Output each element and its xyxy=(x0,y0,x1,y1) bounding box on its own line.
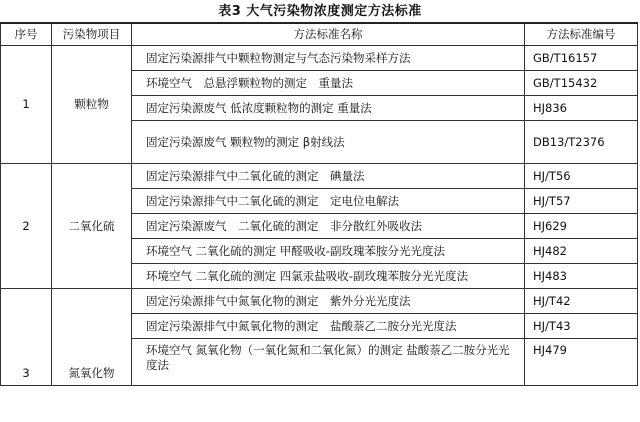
header-row xyxy=(1,23,638,46)
method-name: 环境空气 二氧化硫的测定 甲醛吸收-副玫瑰苯胺分光光度法 xyxy=(132,239,525,264)
method-code: HJ836 xyxy=(525,96,638,121)
table-row xyxy=(1,289,638,314)
method-code: HJ/T42 xyxy=(525,289,638,314)
method-code: HJ629 xyxy=(525,214,638,239)
group-number: 1 xyxy=(1,46,52,164)
method-name: 固定污染源排气中氮氧化物的测定 紫外分光光度法 xyxy=(132,289,525,314)
method-name: 固定污染源排气中颗粒物测定与气态污染物采样方法 xyxy=(132,46,525,71)
method-code: DB13/T2376 xyxy=(525,121,638,164)
pollutant-name: 氮氧化物 xyxy=(52,289,132,386)
pollutant-name: 颗粒物 xyxy=(52,46,132,164)
method-name: 固定污染源排气中氮氧化物的测定 盐酸萘乙二胺分光光度法 xyxy=(132,314,525,339)
method-code: HJ482 xyxy=(525,239,638,264)
method-name: 固定污染源排气中二氧化硫的测定 定电位电解法 xyxy=(132,189,525,214)
method-code: HJ/T43 xyxy=(525,314,638,339)
header-no: 序号 xyxy=(1,23,52,46)
table-title: 表3 大气污染物浓度测定方法标准 xyxy=(218,4,422,19)
method-code: HJ/T56 xyxy=(525,164,638,189)
method-name: 环境空气 氮氧化物（一氧化氮和二氧化氮）的测定 盐酸萘乙二胺分光光度法 xyxy=(132,339,525,386)
method-name: 固定污染源排气中二氧化硫的测定 碘量法 xyxy=(132,164,525,189)
header-method-name: 方法标准名称 xyxy=(132,23,525,46)
method-name: 环境空气 二氧化硫的测定 四氯汞盐吸收-副玫瑰苯胺分光光度法 xyxy=(132,264,525,289)
method-name: 固定污染源废气 低浓度颗粒物的测定 重量法 xyxy=(132,96,525,121)
method-code: HJ/T57 xyxy=(525,189,638,214)
method-name: 环境空气 总悬浮颗粒物的测定 重量法 xyxy=(132,71,525,96)
method-name: 固定污染源废气 二氧化硫的测定 非分散红外吸收法 xyxy=(132,214,525,239)
method-code: HJ479 xyxy=(525,339,638,386)
header-method-code: 方法标准编号 xyxy=(525,23,638,46)
method-code: GB/T16157 xyxy=(525,46,638,71)
standards-table xyxy=(0,22,638,386)
method-code: GB/T15432 xyxy=(525,71,638,96)
header-pollutant: 污染物项目 xyxy=(52,23,132,46)
pollutant-name: 二氧化硫 xyxy=(52,164,132,289)
group-number: 3 xyxy=(1,289,52,386)
table-row xyxy=(1,46,638,71)
group-number: 2 xyxy=(1,164,52,289)
table-row xyxy=(1,164,638,189)
method-code: HJ483 xyxy=(525,264,638,289)
method-name: 固定污染源废气 颗粒物的测定 β射线法 xyxy=(132,121,525,164)
